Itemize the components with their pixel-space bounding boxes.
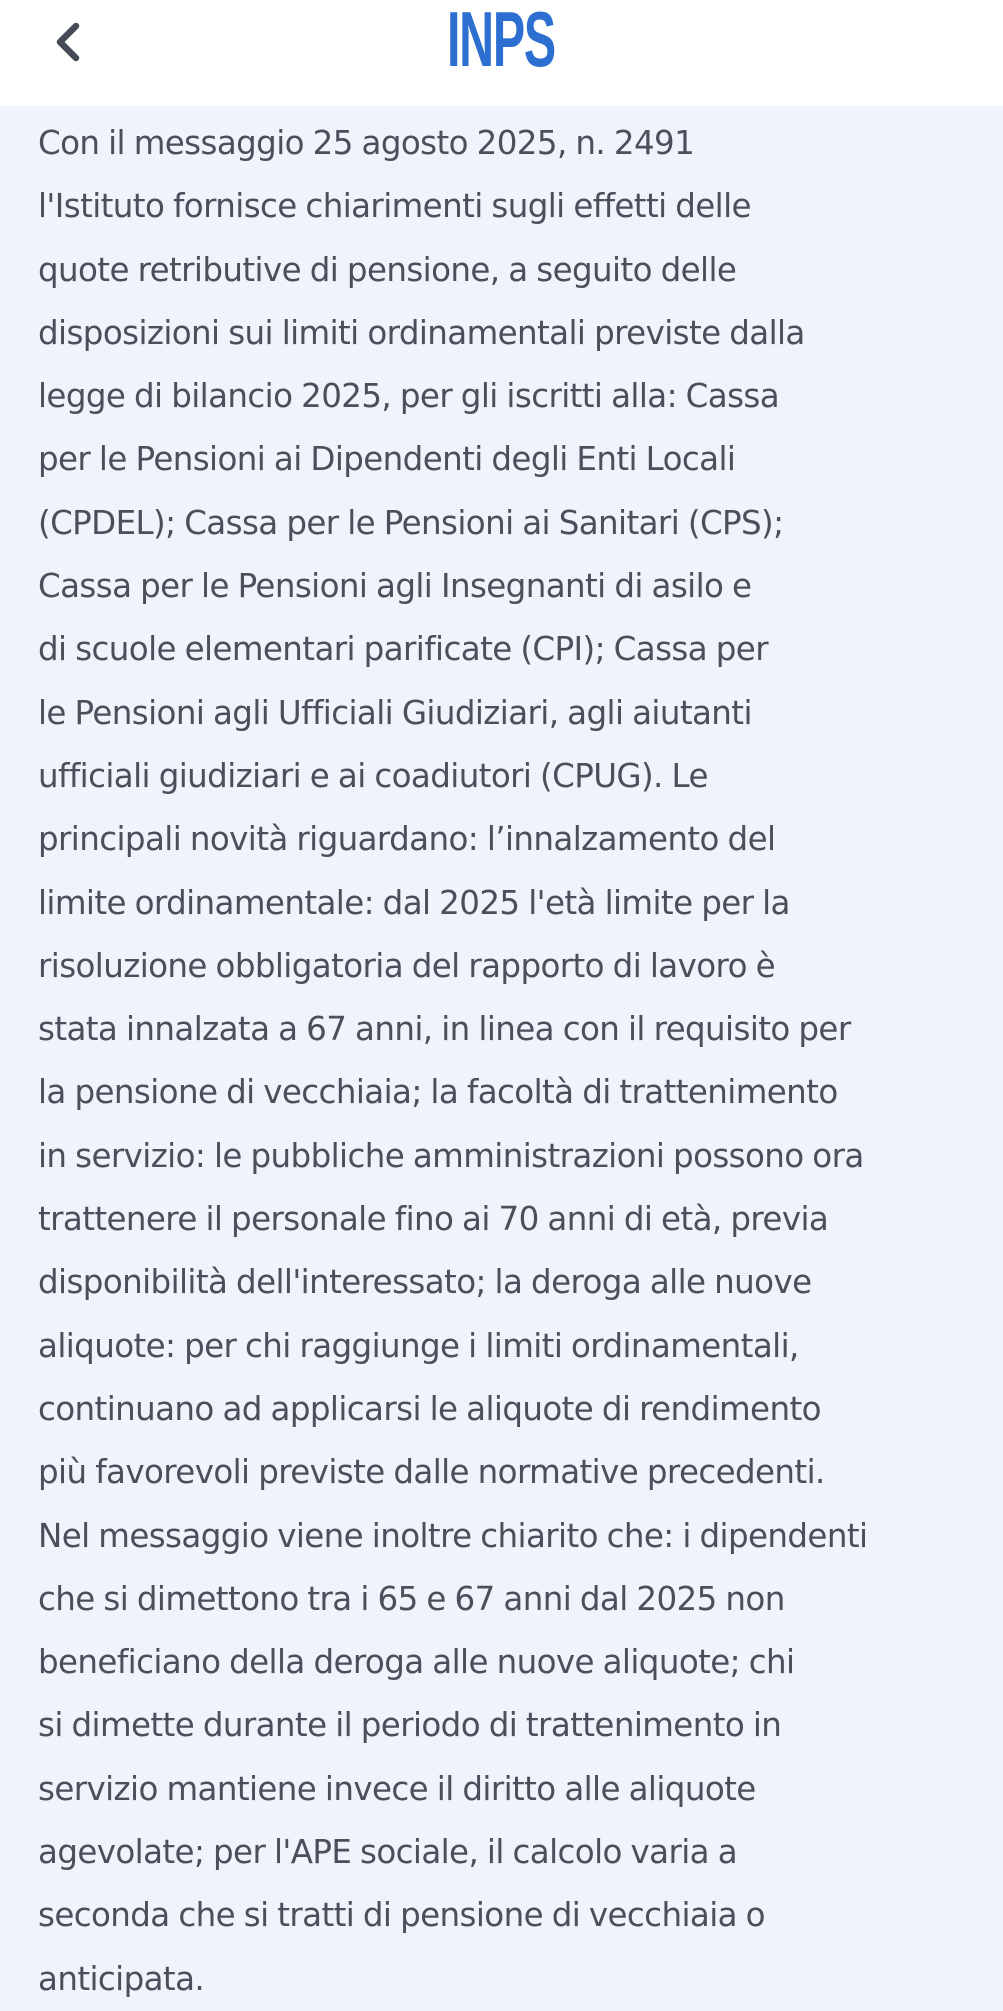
article-line: legge di bilancio 2025, per gli iscritti alla: Cassa <box>38 377 780 416</box>
article-line: agevolate; per l'APE sociale, il calcolo varia a <box>38 1833 738 1872</box>
article-line: le Pensioni agli Ufficiali Giudiziari, agli aiutanti <box>38 693 752 732</box>
article-line: aliquote: per chi raggiunge i limiti ordinamentali, <box>38 1326 799 1365</box>
article-line: trattenere il personale fino ai 70 anni di età, previa <box>38 1200 829 1239</box>
app-header <box>0 0 1003 106</box>
article-line: per le Pensioni ai Dipendenti degli Enti Locali <box>38 440 736 479</box>
article-line: continuano ad applicarsi le aliquote di rendimento <box>38 1389 821 1428</box>
article-line: seconda che si tratti di pensione di vecchiaia o <box>38 1896 765 1935</box>
article-line: disponibilità dell'interessato; la deroga alle nuove <box>38 1263 812 1302</box>
inps-logo: INPS <box>446 0 555 83</box>
article-line: si dimette durante il periodo di trattenimento in <box>38 1706 782 1745</box>
article-line: disposizioni sui limiti ordinamentali previste dalla <box>38 313 805 352</box>
article-line: risoluzione obbligatoria del rapporto di lavoro è <box>38 946 775 985</box>
article-line: servizio mantiene invece il diritto alle aliquote <box>38 1769 756 1808</box>
article-line: Nel messaggio viene inoltre chiarito che: i dipendenti <box>38 1516 868 1555</box>
article-line: principali novità riguardano: l’innalzamento del <box>38 820 776 859</box>
article-line: ufficiali giudiziari e ai coadiutori (CPUG). Le <box>38 756 708 795</box>
article-line: di scuole elementari parificate (CPI); Cassa per <box>38 630 768 669</box>
article-line: (CPDEL); Cassa per le Pensioni ai Sanitari (CPS); <box>38 503 784 542</box>
article-line: in servizio: le pubbliche amministrazioni possono ora <box>38 1136 864 1175</box>
article-line: stata innalzata a 67 anni, in linea con il requisito per <box>38 1010 851 1049</box>
article-line: limite ordinamentale: dal 2025 l'età limite per la <box>38 883 790 922</box>
article-line: più favorevoli previste dalle normative precedenti. <box>38 1453 825 1492</box>
article-line: Con il messaggio 25 agosto 2025, n. 2491 <box>38 124 695 162</box>
article-line: anticipata. <box>38 1959 205 1998</box>
article-line: l'Istituto fornisce chiarimenti sugli effetti delle <box>38 187 751 226</box>
article-line: beneficiano della deroga alle nuove aliquote; chi <box>38 1643 795 1682</box>
article-line: la pensione di vecchiaia; la facoltà di trattenimento <box>38 1073 838 1112</box>
article-body <box>38 112 978 2011</box>
article-line: quote retributive di pensione, a seguito delle <box>38 250 737 289</box>
chevron-left-icon <box>48 18 88 66</box>
back-button[interactable] <box>40 14 96 70</box>
article-line: che si dimettono tra i 65 e 67 anni dal 2025 non <box>38 1579 785 1618</box>
article-line: Cassa per le Pensioni agli Insegnanti di asilo e <box>38 567 752 606</box>
